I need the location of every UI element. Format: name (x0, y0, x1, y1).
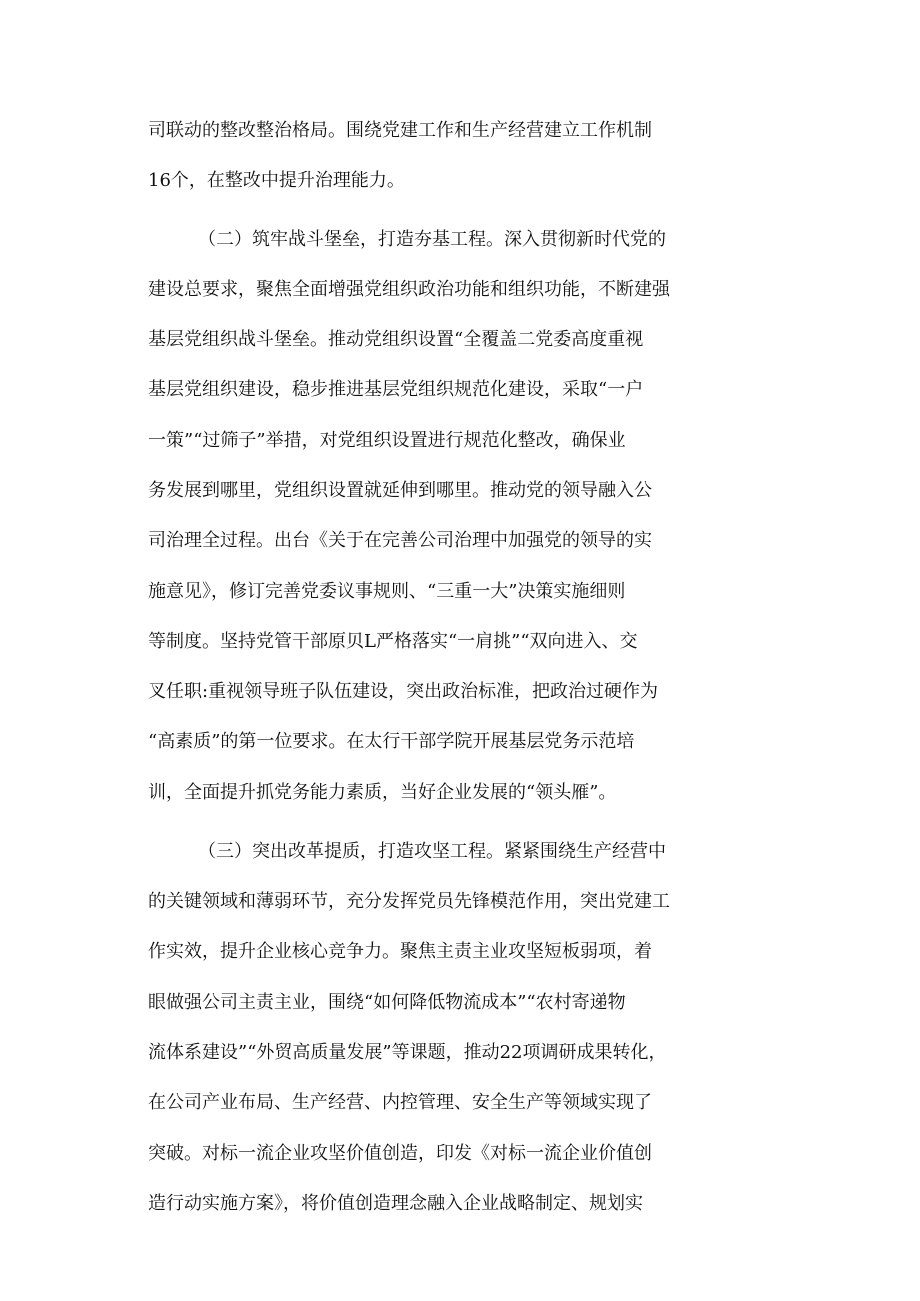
text-line: 的关键领域和薄弱环节，充分发挥党员先锋模范作用，突出党建工 (148, 891, 670, 912)
text-line: 流体系建设”“外贸高质量发展”等课题，推动22项调研成果转化， (148, 1042, 667, 1063)
text-line: 等制度。坚持党管干部原贝L严格落实“一肩挑”“双向进入、交 (148, 631, 638, 652)
text-line: 司联动的整改整治格局。围绕党建工作和生产经营建立工作机制 (148, 120, 652, 141)
text-line: 叉任职:重视领导班子队伍建设，突出政治标准，把政治过硬作为 (148, 681, 659, 702)
text-line: 司治理全过程。出台《关于在完善公司治理中加强党的领导的实 (148, 530, 652, 551)
paragraph-heading-line: （二）筑牢战斗堡垒，打造夯基工程。深入贯彻新时代党的 (198, 229, 666, 250)
text-line: 造行动实施方案》，将价值创造理念融入企业战略制定、规划实 (148, 1193, 643, 1214)
text-line: 作实效，提升企业核心竞争力。聚焦主责主业攻坚短板弱项，着 (148, 941, 652, 962)
text-line: 施意见》，修订完善党委议事规则、“三重一大”决策实施细则 (148, 581, 626, 602)
text-line: 突破。对标一流企业攻坚价值创造，印发《对标一流企业价值创 (148, 1143, 652, 1164)
text-line: 在公司产业布局、生产经营、内控管理、安全生产等领域实现了 (148, 1092, 652, 1113)
paragraph-heading-line: （三）突出改革提质，打造攻坚工程。紧紧围绕生产经营中 (198, 841, 666, 862)
text-line: 一策”“过筛子”举措，对党组织设置进行规范化整改，确保业 (148, 430, 626, 451)
text-line: “高素质”的第一位要求。在太行干部学院开展基层党务示范培 (148, 731, 635, 752)
text-line: 基层党组织建设，稳步推进基层党组织规范化建设，采取“一户 (148, 379, 644, 400)
text-line: 眼做强公司主责主业，围绕“如何降低物流成本”“农村寄递物 (148, 992, 626, 1013)
text-line: 建设总要求，聚焦全面增强党组织政治功能和组织功能，不断建强 (148, 279, 670, 300)
text-line: 16个，在整改中提升治理能力。 (148, 170, 405, 191)
text-line: 务发展到哪里，党组织设置就延伸到哪里。推动党的领导融入公 (148, 480, 652, 501)
text-line: 基层党组织战斗堡垒。推动党组织设置“全覆盖二党委高度重视 (148, 329, 644, 350)
text-line: 训，全面提升抓党务能力素质，当好企业发展的“领头雁”。 (148, 782, 617, 803)
